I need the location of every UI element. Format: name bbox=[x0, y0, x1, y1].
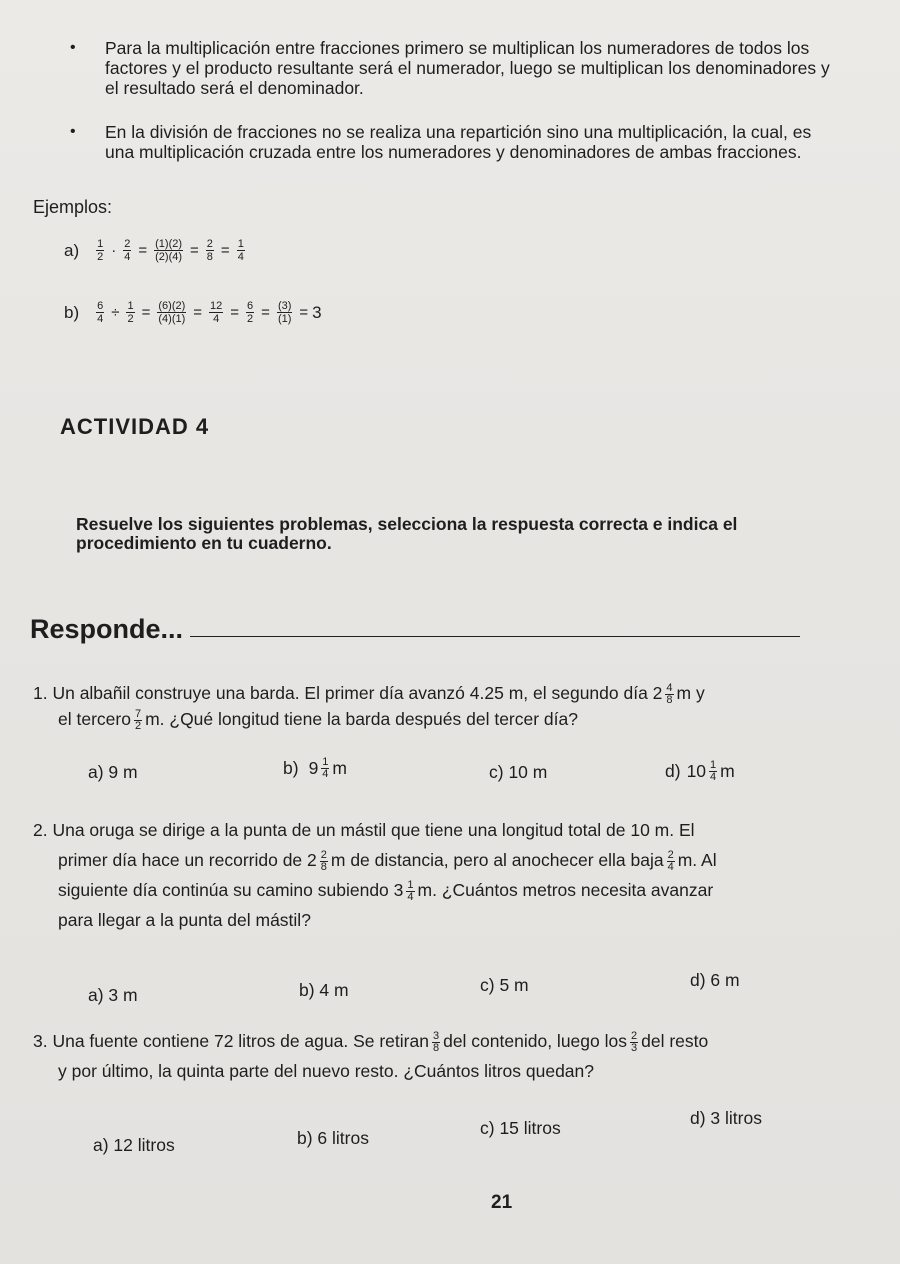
q1-option-a[interactable]: a) 9 m bbox=[88, 762, 138, 782]
fraction: $\frac{1}{2}$ bbox=[97, 238, 104, 263]
question-2-line-3: siguiente día continúa su camino subiendo 3 $\frac{1}{4}$ m. ¿Cuántos metros necesita avanzar bbox=[58, 878, 714, 903]
q2-option-b[interactable]: b) 4 m bbox=[299, 980, 349, 1000]
example-b-label: b) bbox=[64, 302, 80, 322]
bullet-text: En la división de fracciones no se realiza una repartición sino una multiplicación, la cual, es una multiplicación cruzada entre los numeradores y denominadores de ambas fracciones. bbox=[105, 122, 812, 162]
question-3 bbox=[33, 1026, 883, 1086]
question-2-line-1: 2. Una oruga se dirige a la punta de un mástil que tiene una longitud total de 10 m. El bbox=[33, 820, 695, 840]
examples-heading: Ejemplos: bbox=[33, 197, 113, 217]
fraction: $\frac{6}{4}$ bbox=[97, 300, 104, 325]
fraction: $\frac{1}{4}$ bbox=[407, 878, 414, 903]
example-b: b) $\frac{6}{4}$ ÷ $\frac{1}{2}$ = $\frac{(6)(2)}{(4)(1)}$ = $\frac{12}{4}$ = $\frac{6}{2}$ = $\frac{(3)}{(1)}$ = 3 bbox=[64, 300, 322, 325]
question-2-line-4: para llegar a la punta del mástil? bbox=[58, 910, 311, 930]
q3-option-c[interactable]: c) 15 litros bbox=[480, 1118, 561, 1138]
question-1-line-1: 1. Un albañil construye una barda. El primer día avanzó 4.25 m, el segundo día 2 $\frac{4}{8}$ m y bbox=[33, 681, 705, 706]
q3-option-b[interactable]: b) 6 litros bbox=[297, 1128, 369, 1148]
fraction: $\frac{2}{8}$ bbox=[206, 238, 213, 263]
answer-line bbox=[190, 636, 800, 637]
bullet-mark: • bbox=[70, 123, 76, 140]
example-b-result: 3 bbox=[312, 302, 322, 322]
fraction: $\frac{2}{3}$ bbox=[630, 1029, 638, 1054]
activity-title: ACTIVIDAD 4 bbox=[60, 414, 210, 439]
fraction: $\frac{2}{4}$ bbox=[667, 848, 674, 873]
question-2-line-2: primer día hace un recorrido de 2 $\frac{2}{8}$ m de distancia, pero al anochecer ella baja $\frac{2}{4}$ m. Al bbox=[58, 848, 717, 873]
activity-instruction: Resuelve los siguientes problemas, selecciona la respuesta correcta e indica el procedimiento en tu cuaderno. bbox=[76, 514, 738, 553]
q1-option-d[interactable]: d) 10 $\frac{1}{4}$ m bbox=[665, 759, 735, 783]
fraction: $\frac{4}{8}$ bbox=[666, 681, 673, 706]
responde-heading: Responde... bbox=[30, 614, 184, 644]
fraction: $\frac{(6)(2)}{(4)(1)}$ bbox=[158, 300, 186, 325]
fraction: $\frac{7}{2}$ bbox=[134, 707, 142, 732]
q3-option-d[interactable]: d) 3 litros bbox=[690, 1108, 762, 1128]
fraction: $\frac{1}{4}$ bbox=[710, 759, 717, 783]
q1-option-c[interactable]: c) 10 m bbox=[489, 762, 548, 782]
fraction: $\frac{12}{4}$ bbox=[210, 300, 223, 325]
question-2 bbox=[33, 815, 883, 935]
question-3-line-2: y por último, la quinta parte del nuevo resto. ¿Cuántos litros quedan? bbox=[58, 1061, 595, 1081]
question-3-line-1: 3. Una fuente contiene 72 litros de agua. Se retiran $\frac{3}{8}$ del contenido, luego los $\frac{2}{3}$ del resto bbox=[33, 1029, 709, 1054]
question-1-line-2: el tercero $\frac{7}{2}$ m. ¿Qué longitud tiene la barda después del tercer día? bbox=[58, 707, 578, 732]
fraction: $\frac{3}{8}$ bbox=[432, 1029, 440, 1054]
bullet-mark: • bbox=[70, 39, 76, 56]
q2-option-d[interactable]: d) 6 m bbox=[690, 970, 740, 990]
q2-option-c[interactable]: c) 5 m bbox=[480, 975, 529, 995]
q3-option-a[interactable]: a) 12 litros bbox=[93, 1135, 175, 1155]
fraction: $\frac{6}{2}$ bbox=[247, 300, 254, 325]
fraction: $\frac{2}{8}$ bbox=[320, 848, 327, 873]
fraction: $\frac{(1)(2)}{(2)(4)}$ bbox=[155, 238, 183, 263]
q1-option-b[interactable]: b) 9 $\frac{1}{4}$ m bbox=[283, 756, 347, 780]
fraction: $\frac{1}{4}$ bbox=[322, 756, 329, 780]
question-1 bbox=[33, 680, 883, 732]
q2-option-a[interactable]: a) 3 m bbox=[88, 985, 138, 1005]
page-number: 21 bbox=[491, 1192, 513, 1213]
fraction: $\frac{(3)}{(1)}$ bbox=[277, 300, 292, 325]
fraction: $\frac{1}{2}$ bbox=[127, 300, 134, 325]
bullet-text: Para la multiplicación entre fracciones primero se multiplican los numeradores de todos los factores y el producto resultante será el numerador, luego se multiplican los denominadores y el resultado será el denominador. bbox=[105, 38, 830, 98]
example-a: a) $\frac{1}{2}$ · $\frac{2}{4}$ = $\frac{(1)(2)}{(2)(4)}$ = $\frac{2}{8}$ = $\frac{1}{4}$ bbox=[64, 238, 244, 263]
fraction: $\frac{1}{4}$ bbox=[237, 238, 244, 263]
example-a-label: a) bbox=[64, 240, 80, 260]
fraction: $\frac{2}{4}$ bbox=[124, 238, 131, 263]
